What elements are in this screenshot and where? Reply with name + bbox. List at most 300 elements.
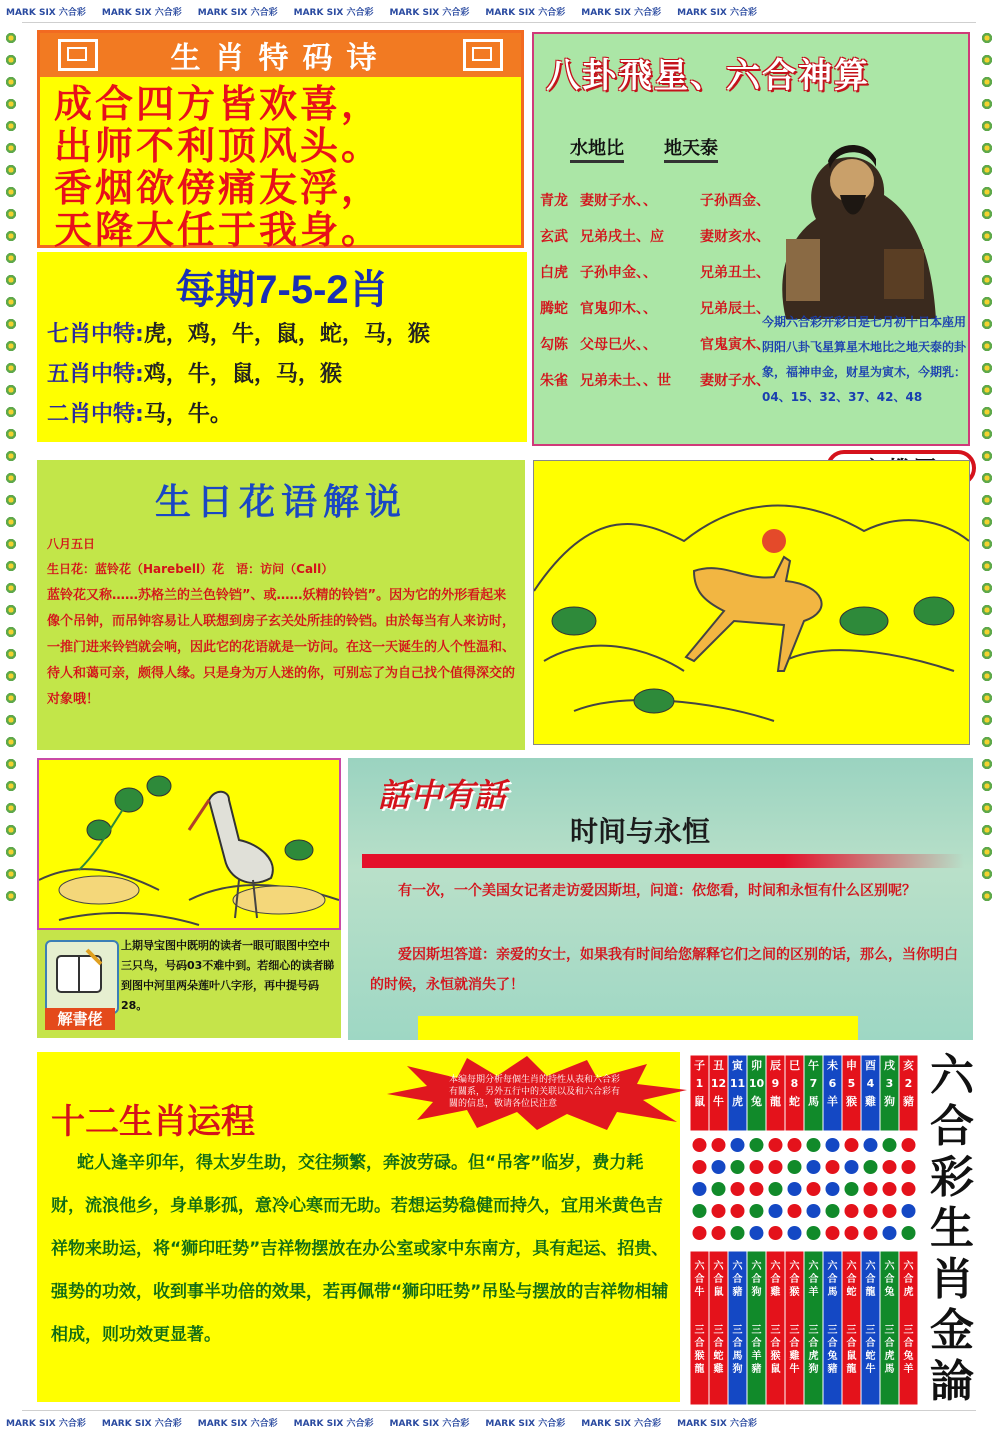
number-ball	[807, 1138, 821, 1152]
table-text: 合	[884, 1338, 895, 1349]
table-text: 雞	[770, 1287, 781, 1298]
number-ball	[731, 1182, 745, 1196]
bagua-panel	[532, 32, 970, 446]
number-ball	[864, 1182, 878, 1196]
table-text: 合	[827, 1274, 838, 1285]
brand-text: MARK SIX 六合彩	[197, 1419, 278, 1429]
title-char: 六	[930, 1050, 974, 1101]
table-text: 兔	[751, 1095, 762, 1108]
table-text: 龍	[770, 1095, 781, 1108]
table-text: 虎	[808, 1351, 819, 1362]
table-text: 豬	[751, 1364, 762, 1375]
flower-icon	[5, 516, 17, 528]
bagua-cell: 官鬼卯木、、	[580, 301, 657, 317]
forecast-line	[47, 355, 527, 395]
flower-icon	[5, 714, 17, 726]
number-ball	[769, 1226, 783, 1240]
forecast-label: 二肖中特:	[47, 402, 144, 427]
table-text: 蛇	[789, 1095, 800, 1108]
brand-text: MARK SIX 六合彩	[677, 1419, 757, 1429]
flower-icon	[5, 604, 17, 616]
flower-icon	[5, 450, 17, 462]
brand-text: MARK SIX 六合彩	[677, 8, 757, 18]
table-text: 六	[865, 1261, 876, 1272]
bagua-cell: 腾蛇	[540, 301, 568, 317]
flower-icon	[981, 516, 993, 528]
number-ball	[712, 1160, 726, 1174]
forecast-value: 虎，鸡，牛，鼠，蛇，马，猴	[143, 322, 430, 347]
number-ball	[769, 1204, 783, 1218]
bagua-row	[540, 298, 770, 318]
table-text: 三	[884, 1325, 895, 1336]
brand-text: MARK SIX 六合彩	[293, 8, 374, 18]
title-char: 彩	[930, 1152, 974, 1203]
burst-text: 本编每期分析每個生肖的持性从表和六合彩有關系，另外五行中的关联以及和六合彩有關的信息，敬请各位民注意	[449, 1075, 621, 1109]
flower-icon	[981, 868, 993, 880]
number-ball	[693, 1226, 707, 1240]
poem-line: 成合四方皆欢喜，	[54, 81, 383, 126]
bagua-note: 今期六合彩开彩日是七月初十日本座用阴阳八卦飞星算星木地比之地天泰的卦象，福神申金，财星为寅木，今期乳：04、15、32、37、42、48	[762, 315, 967, 404]
bagua-cell: 勾陈	[540, 337, 568, 353]
poem-panel	[37, 30, 524, 252]
table-text: 雞	[713, 1364, 724, 1375]
number-ball	[807, 1182, 821, 1196]
table-text: 合	[903, 1274, 914, 1285]
table-text: 合	[789, 1274, 800, 1285]
brand-text: MARK SIX 六合彩	[6, 1419, 86, 1429]
brand-text: MARK SIX 六合彩	[6, 8, 86, 18]
number-ball	[712, 1138, 726, 1152]
brand-text: MARK SIX 六合彩	[101, 1419, 182, 1429]
story-title: 时间与永恒	[570, 815, 711, 848]
number-ball	[750, 1160, 764, 1174]
number-ball	[883, 1226, 897, 1240]
flower-icon	[5, 406, 17, 418]
flower-icon	[5, 186, 17, 198]
table-text: 合	[808, 1274, 819, 1285]
number-ball	[826, 1204, 840, 1218]
table-text: 卯	[751, 1059, 762, 1072]
table-text: 酉	[865, 1059, 876, 1072]
poem-line: 天降大任于我身。	[54, 207, 383, 252]
table-text: 三	[770, 1325, 781, 1336]
table-text: 馬	[732, 1351, 743, 1362]
table-text: 三	[732, 1325, 743, 1336]
flower-icon	[981, 318, 993, 330]
number-ball	[845, 1160, 859, 1174]
forecast-value: 鸡，牛，鼠，马，猴	[143, 362, 342, 387]
table-text: 4	[866, 1077, 875, 1090]
table-text: 兔	[884, 1287, 895, 1298]
flower-icon	[981, 890, 993, 902]
table-text: 猴	[694, 1351, 705, 1362]
number-ball	[731, 1138, 745, 1152]
flower-icon	[5, 736, 17, 748]
table-text: 鼠	[713, 1287, 724, 1298]
bagua-subtitle-right: 地天泰	[664, 134, 718, 163]
flower-icon	[981, 582, 993, 594]
table-text: 猴	[789, 1287, 800, 1298]
number-ball	[826, 1182, 840, 1196]
table-text: 狗	[751, 1287, 762, 1298]
number-ball	[902, 1182, 916, 1196]
poem-header	[40, 33, 521, 77]
table-text: 三	[808, 1325, 819, 1336]
number-ball	[769, 1160, 783, 1174]
table-text: 7	[809, 1077, 818, 1090]
flower-icon	[981, 340, 993, 352]
flower-icon	[5, 142, 17, 154]
brand-text: MARK SIX 六合彩	[389, 8, 470, 18]
story-panel	[348, 758, 973, 1040]
flower-icon	[5, 230, 17, 242]
table-text: 辰	[770, 1059, 781, 1072]
brand-text: MARK SIX 六合彩	[293, 1419, 374, 1429]
number-ball	[693, 1160, 707, 1174]
flower-icon	[981, 626, 993, 638]
number-ball	[712, 1182, 726, 1196]
table-text: 龍	[846, 1364, 857, 1375]
table-text: 六	[789, 1261, 800, 1272]
table-text: 羊	[751, 1351, 762, 1362]
table-text: 三	[694, 1325, 705, 1336]
flower-body: 蓝铃花又称……苏格兰的兰色铃铛”、或……妖精的铃铛”。因为它的外形看起来像个吊钟，而吊钟容易让人联想到房子玄关处所挂的铃铛。由於每当有人来访时，一推门进来铃铛就会响，因此它的花语就是一访问。在这一天诞生的人个性温和、待人和蔼可亲，颇得人缘。只是身为万人迷的你，可别忘了为自己找个值得深交的对象哦！	[47, 588, 516, 707]
flower-icon	[981, 230, 993, 242]
zodiac-table	[690, 1055, 920, 1405]
bagua-cell: 朱雀	[540, 373, 568, 389]
table-text: 六	[713, 1261, 724, 1272]
table-text: 三	[827, 1325, 838, 1336]
poem-line: 香烟欲傍痛友浮，	[54, 165, 383, 210]
number-ball	[826, 1138, 840, 1152]
flower-icon	[981, 670, 993, 682]
brand-text: MARK SIX 六合彩	[101, 8, 182, 18]
table-text: 三	[751, 1325, 762, 1336]
table-text: 三	[903, 1325, 914, 1336]
table-text: 合	[770, 1274, 781, 1285]
bagua-row	[540, 370, 770, 390]
number-ball	[845, 1138, 859, 1152]
story-title-main: 話中有話	[378, 776, 507, 814]
flower-date: 八月五日	[47, 537, 96, 551]
bagua-cell: 妻财亥水、	[700, 229, 770, 245]
number-ball	[902, 1160, 916, 1174]
flower-icon	[5, 32, 17, 44]
flower-icon	[5, 252, 17, 264]
frame-icon	[58, 39, 98, 71]
top-border	[0, 0, 998, 23]
flower-name: 生日花：蓝铃花（Harebell）花 语：访问（Call）	[47, 562, 334, 576]
poem-title: 生肖特码诗	[170, 41, 391, 76]
crane-label: 解書佬	[45, 1008, 115, 1030]
flower-icon	[5, 340, 17, 352]
table-text: 申	[846, 1059, 857, 1072]
divider	[362, 854, 964, 868]
flower-icon	[5, 692, 17, 704]
table-text: 合	[865, 1274, 876, 1285]
table-text: 6	[828, 1077, 837, 1090]
table-text: 合	[732, 1274, 743, 1285]
left-border	[0, 22, 22, 1411]
flower-icon	[5, 164, 17, 176]
table-text: 合	[751, 1274, 762, 1285]
flower-icon	[981, 560, 993, 572]
table-text: 龍	[694, 1364, 705, 1375]
bagua-cell: 妻财子水、	[700, 373, 770, 389]
flower-icon	[5, 362, 17, 374]
number-ball	[693, 1138, 707, 1152]
poem-line: 出师不利顶风头。	[54, 123, 383, 168]
table-text: 豬	[732, 1287, 743, 1298]
table-text: 鼠	[846, 1351, 857, 1362]
flower-icon	[981, 450, 993, 462]
table-text: 5	[847, 1077, 856, 1090]
table-text: 亥	[903, 1059, 914, 1072]
table-text: 狗	[808, 1364, 819, 1375]
table-text: 子	[694, 1059, 705, 1072]
bagua-cell: 子孙酉金、	[700, 193, 770, 209]
number-ball	[750, 1204, 764, 1218]
forecast-label: 七肖中特:	[47, 322, 144, 347]
flower-icon	[5, 670, 17, 682]
crane-text: 上期导宝图中既明的读者一眼可眼图中空中三只鸟，号码03不难中到。若细心的读者睇到图中河里两朵莲叶八字形，再中提号码28。	[121, 939, 335, 1012]
flower-icon	[5, 560, 17, 572]
flower-icon	[981, 384, 993, 396]
table-text: 11	[729, 1077, 746, 1090]
flower-title: 生日花语解说	[154, 481, 407, 523]
table-text: 六	[751, 1261, 762, 1272]
number-ball	[883, 1182, 897, 1196]
title-char: 生	[930, 1203, 974, 1254]
table-text: 10	[748, 1077, 765, 1090]
number-ball	[788, 1138, 802, 1152]
bagua-row	[540, 334, 770, 354]
bagua-cell: 父母巳火、、	[580, 337, 657, 353]
flower-icon	[5, 648, 17, 660]
title-char: 合	[930, 1101, 974, 1152]
flower-icon	[981, 736, 993, 748]
flower-icon	[981, 494, 993, 506]
number-ball	[693, 1182, 707, 1196]
flower-icon	[981, 648, 993, 660]
sage-portrait-icon	[756, 129, 946, 319]
table-text: 12	[710, 1077, 727, 1090]
table-text: 1	[695, 1077, 704, 1090]
table-text: 兔	[827, 1351, 838, 1362]
flower-icon	[5, 890, 17, 902]
brand-text: MARK SIX 六合彩	[581, 8, 662, 18]
number-ball	[750, 1182, 764, 1196]
flower-panel	[37, 460, 525, 750]
number-ball	[883, 1204, 897, 1218]
table-text: 寅	[732, 1059, 743, 1072]
flower-icon	[981, 802, 993, 814]
table-text: 牛	[865, 1364, 876, 1375]
bagua-cell: 玄武	[540, 229, 568, 245]
table-text: 六	[770, 1261, 781, 1272]
bagua-cell: 子孙申金、、	[580, 265, 657, 281]
brand-text: MARK SIX 六合彩	[485, 8, 566, 18]
forecast-label: 五肖中特:	[47, 362, 144, 387]
table-text: 馬	[827, 1287, 838, 1298]
flower-icon	[981, 164, 993, 176]
number-ball	[712, 1226, 726, 1240]
table-text: 3	[885, 1077, 894, 1090]
table-text: 鼠	[694, 1095, 705, 1108]
number-ball	[826, 1226, 840, 1240]
bagua-row	[540, 226, 770, 246]
number-ball	[807, 1226, 821, 1240]
number-ball	[712, 1204, 726, 1218]
number-ball	[807, 1160, 821, 1174]
flower-icon	[981, 252, 993, 264]
fortune-panel	[37, 1052, 680, 1402]
number-ball	[788, 1204, 802, 1218]
table-text: 豬	[827, 1364, 838, 1375]
table-text: 猴	[770, 1351, 781, 1362]
table-text: 羊	[808, 1287, 819, 1298]
table-text: 三	[846, 1325, 857, 1336]
table-text: 羊	[827, 1095, 838, 1108]
number-ball	[750, 1138, 764, 1152]
flower-icon	[5, 780, 17, 792]
table-text: 三	[865, 1325, 876, 1336]
table-text: 合	[808, 1338, 819, 1349]
flower-icon	[5, 76, 17, 88]
table-text: 六	[903, 1261, 914, 1272]
flower-icon	[5, 626, 17, 638]
number-ball	[864, 1160, 878, 1174]
flower-icon	[981, 362, 993, 374]
table-text: 合	[789, 1338, 800, 1349]
table-text: 馬	[808, 1095, 819, 1108]
table-text: 合	[903, 1338, 914, 1349]
bagua-cell: 妻财子水、、	[580, 193, 657, 209]
number-ball	[902, 1204, 916, 1218]
table-text: 8	[790, 1077, 799, 1090]
table-text: 戌	[884, 1059, 895, 1072]
flower-icon	[5, 318, 17, 330]
table-text: 龍	[865, 1287, 876, 1298]
table-text: 2	[904, 1077, 913, 1090]
flower-icon	[5, 538, 17, 550]
forecast-title: 每期7-5-2肖	[175, 268, 389, 312]
number-ball	[902, 1138, 916, 1152]
flower-icon	[981, 846, 993, 858]
flower-icon	[5, 824, 17, 836]
flower-icon	[981, 824, 993, 836]
book-icon	[45, 940, 119, 1014]
table-text: 鼠	[770, 1364, 781, 1375]
table-text: 合	[694, 1274, 705, 1285]
table-text: 合	[865, 1338, 876, 1349]
crane-illustration	[37, 758, 341, 930]
flower-icon	[981, 54, 993, 66]
number-ball	[807, 1204, 821, 1218]
brand-text: MARK SIX 六合彩	[485, 1419, 566, 1429]
forecast-value: 马，牛。	[143, 402, 232, 427]
title-char: 論	[930, 1356, 974, 1407]
flower-icon	[5, 472, 17, 484]
table-text: 合	[751, 1338, 762, 1349]
flower-icon	[5, 98, 17, 110]
table-text: 虎	[884, 1351, 895, 1362]
table-text: 蛇	[713, 1351, 724, 1362]
number-ball	[693, 1204, 707, 1218]
flower-icon	[981, 32, 993, 44]
bagua-subtitle-left: 水地比	[570, 134, 624, 163]
table-text: 午	[808, 1059, 819, 1072]
number-ball	[883, 1138, 897, 1152]
number-ball	[864, 1138, 878, 1152]
table-text: 六	[808, 1261, 819, 1272]
table-text: 牛	[713, 1095, 724, 1108]
table-text: 羊	[903, 1364, 914, 1375]
table-text: 虎	[732, 1095, 743, 1108]
flower-icon	[981, 208, 993, 220]
flower-icon	[981, 758, 993, 770]
table-text: 未	[827, 1059, 838, 1072]
number-ball	[826, 1160, 840, 1174]
frame-icon	[463, 39, 503, 71]
table-text: 合	[884, 1274, 895, 1285]
table-text: 狗	[884, 1095, 895, 1108]
table-text: 牛	[789, 1364, 800, 1375]
table-text: 合	[713, 1274, 724, 1285]
table-text: 蛇	[846, 1287, 857, 1298]
flower-icon	[981, 98, 993, 110]
flower-icon	[5, 494, 17, 506]
table-text: 六	[846, 1261, 857, 1272]
table-text: 猴	[846, 1095, 857, 1108]
bagua-cell: 兄弟丑土、	[700, 265, 770, 281]
flower-icon	[5, 846, 17, 858]
bottom-border	[0, 1410, 998, 1433]
bagua-row	[540, 262, 770, 282]
flower-icon	[981, 780, 993, 792]
bagua-cell: 兄弟戌土、应	[580, 229, 664, 245]
number-ball	[750, 1226, 764, 1240]
table-text: 六	[827, 1261, 838, 1272]
number-ball	[845, 1182, 859, 1196]
number-ball	[864, 1204, 878, 1218]
number-ball	[864, 1226, 878, 1240]
table-text: 雞	[789, 1351, 800, 1362]
flower-icon	[5, 384, 17, 396]
table-text: 六	[884, 1261, 895, 1272]
flower-icon	[5, 582, 17, 594]
number-ball	[883, 1160, 897, 1174]
flower-icon	[5, 120, 17, 132]
crane-note	[37, 930, 341, 1038]
number-ball	[731, 1226, 745, 1240]
table-text: 丑	[713, 1059, 724, 1072]
title-char: 肖	[930, 1254, 974, 1305]
flower-icon	[5, 802, 17, 814]
number-ball	[731, 1204, 745, 1218]
number-ball	[845, 1226, 859, 1240]
highlight-bar	[418, 1016, 858, 1040]
forecast-line	[47, 315, 527, 355]
brand-text: MARK SIX 六合彩	[581, 1419, 662, 1429]
brand-text: MARK SIX 六合彩	[389, 1419, 470, 1429]
table-text: 虎	[903, 1287, 914, 1298]
table-text: 蛇	[865, 1351, 876, 1362]
table-text: 巳	[789, 1059, 800, 1072]
flower-icon	[981, 472, 993, 484]
table-text: 合	[846, 1338, 857, 1349]
flower-icon	[5, 868, 17, 880]
